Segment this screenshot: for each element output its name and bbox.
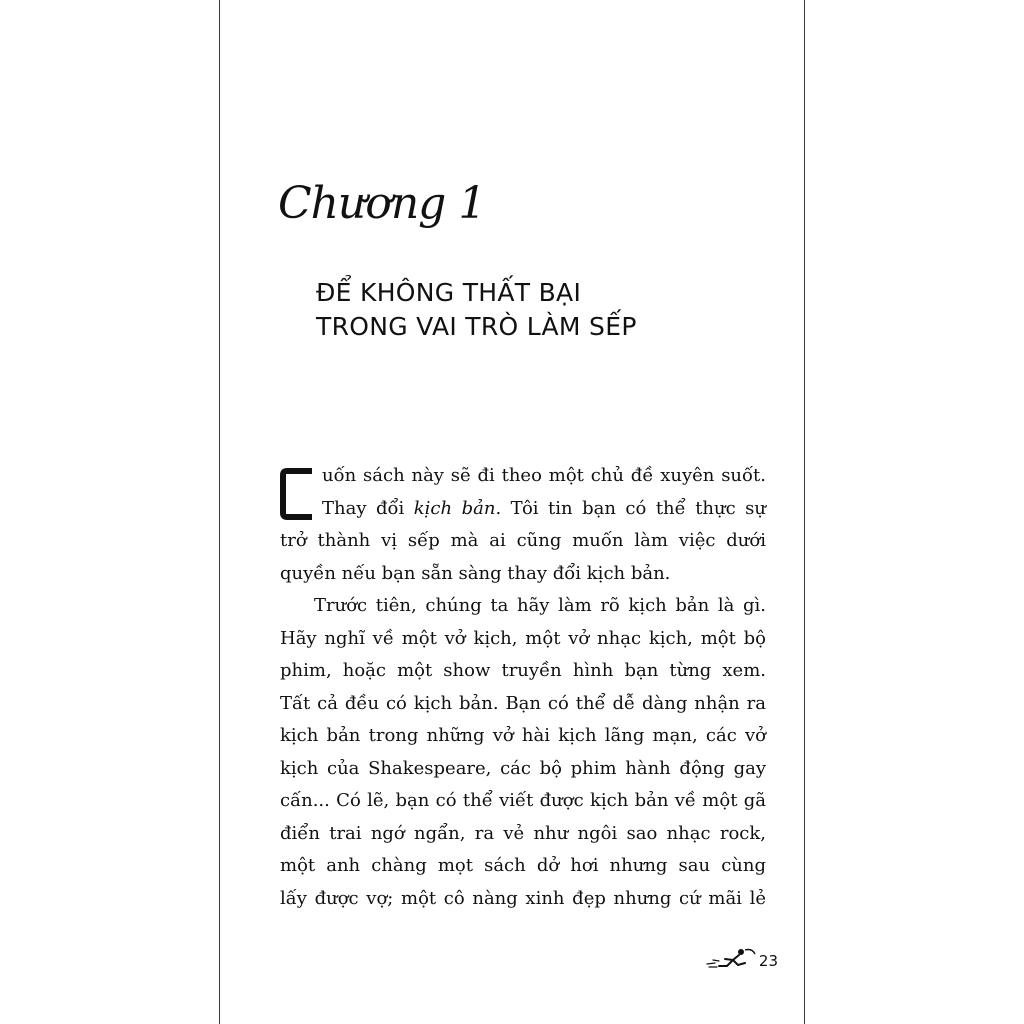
body-line: trở thành vị sếp mà ai cũng muốn làm việc dưới — [280, 530, 766, 551]
body-line: một anh chàng mọt sách dở hơi nhưng sau cùng — [280, 855, 766, 876]
running-figure-icon — [705, 946, 757, 975]
book-page — [219, 0, 805, 1024]
emphasis-text: kịch bản — [413, 497, 496, 519]
dropcap — [280, 468, 314, 520]
body-line: kịch của Shakespeare, các bộ phim hành động gay — [280, 757, 766, 779]
body-line: phim, hoặc một show truyền hình bạn từng xem. — [280, 660, 766, 681]
page-number: 23 — [758, 951, 778, 970]
page-footer — [705, 946, 778, 975]
body-line: quyền nếu bạn sẵn sàng thay đổi kịch bản. — [280, 562, 671, 584]
body-line: Trước tiên, chúng ta hãy làm rõ kịch bản là gì. — [314, 595, 766, 616]
body-line: Hãy nghĩ về một vở kịch, một vở nhạc kịch, một bộ — [280, 627, 766, 649]
chapter-label: Chương 1 — [278, 178, 486, 229]
body-text-span: Thay đổi — [322, 497, 414, 519]
chapter-title-line-1: ĐỂ KHÔNG THẤT BẠI — [316, 278, 582, 307]
body-line: lấy được vợ; một cô nàng xinh đẹp nhưng cứ mãi lẻ — [280, 887, 766, 909]
body-line: Tất cả đều có kịch bản. Bạn có thể dễ dàng nhận ra — [280, 692, 766, 714]
chapter-title-line-2: TRONG VAI TRÒ LÀM SẾP — [316, 312, 637, 341]
dropcap-glyph — [280, 468, 314, 520]
dropcap-letter: C — [280, 468, 281, 469]
body-line: kịch bản trong những vở hài kịch lãng mạn, các vở — [280, 725, 766, 746]
body-line: cấn... Có lẽ, bạn có thể viết được kịch bản về một gã — [280, 790, 766, 811]
body-line: uốn sách này sẽ đi theo một chủ đề xuyên suốt. — [322, 465, 766, 486]
chapter-title — [316, 276, 637, 344]
body-text — [280, 460, 766, 915]
body-text-span: . Tôi tin bạn có thể thực sự — [495, 497, 767, 519]
body-line: điển trai ngớ ngẩn, ra vẻ như ngôi sao nhạc rock, — [280, 822, 766, 844]
body-line — [280, 493, 766, 526]
